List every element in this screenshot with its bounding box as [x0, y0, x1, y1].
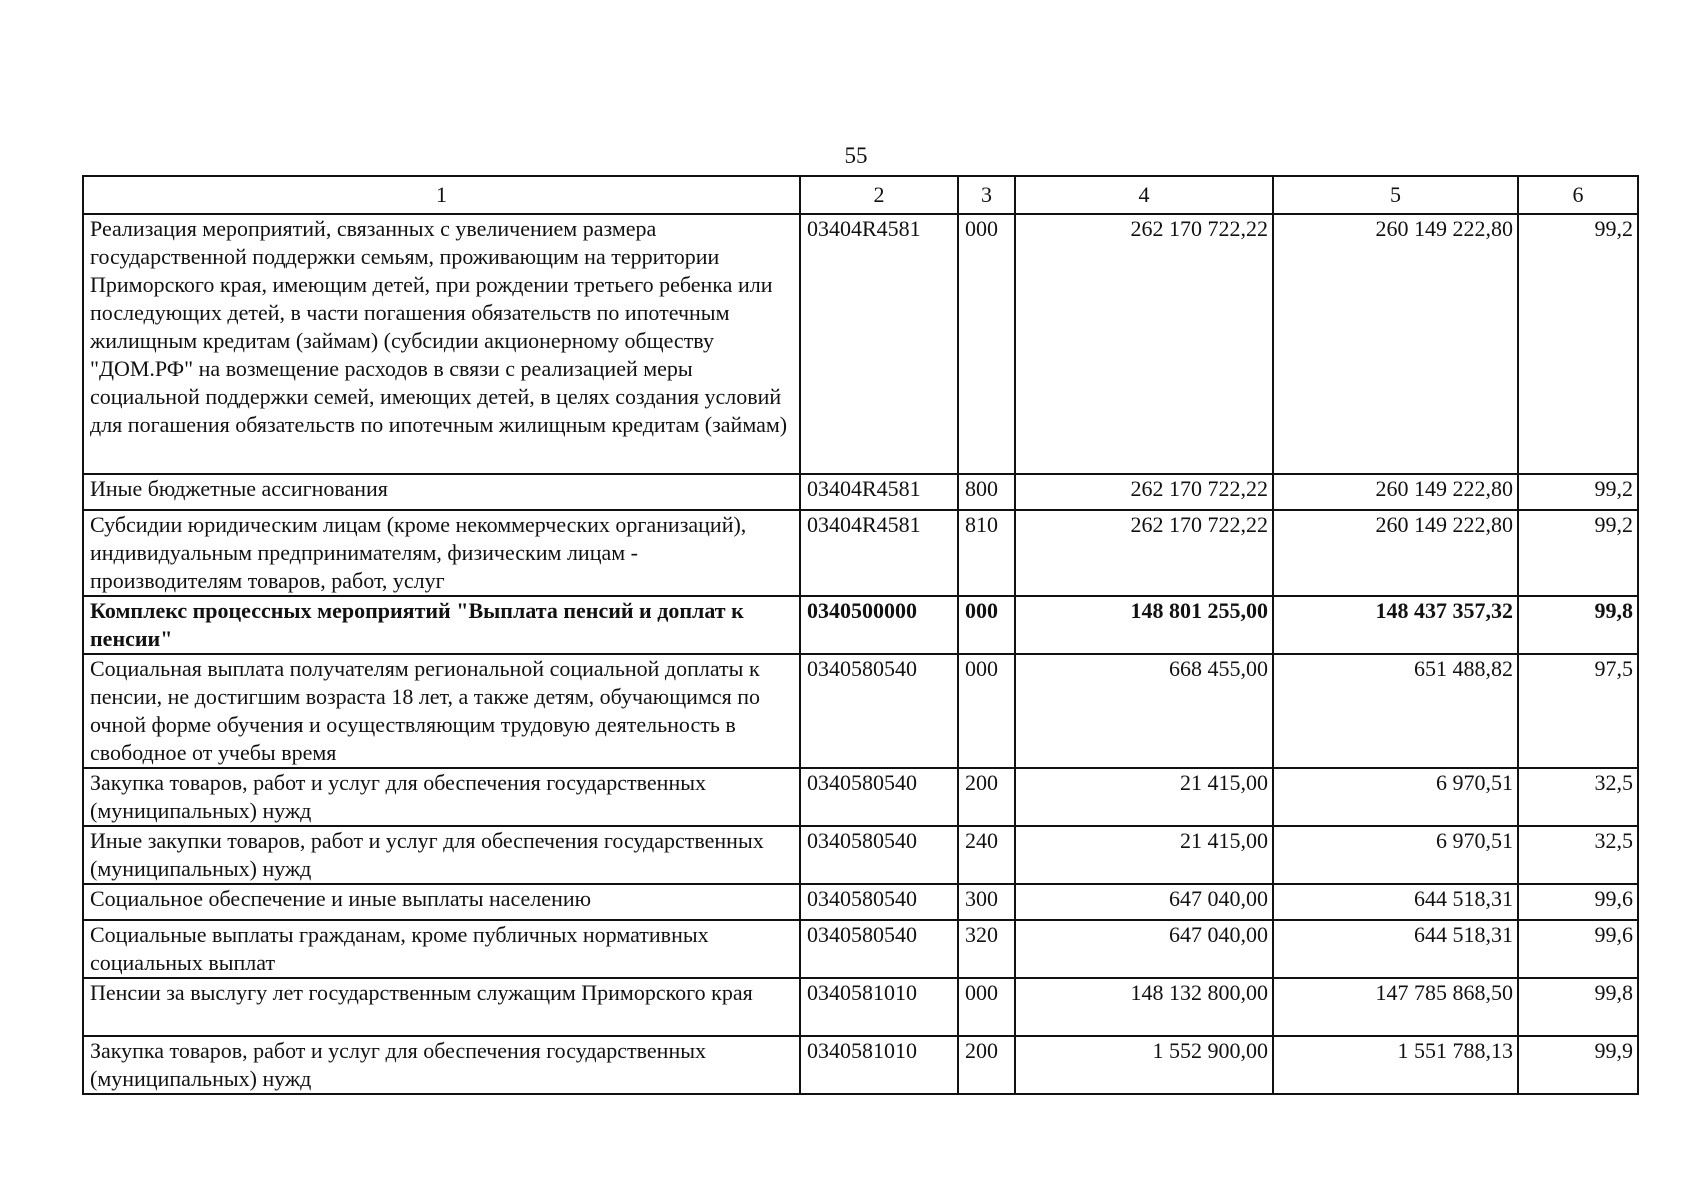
row-plan: 148 132 800,00 [1015, 978, 1273, 1036]
table-row [83, 768, 1638, 826]
row-name: Социальные выплаты гражданам, кроме публичных нормативных социальных выплат [83, 920, 800, 978]
row-type: 200 [958, 1036, 1015, 1094]
row-code: 0340500000 [800, 596, 958, 654]
row-name: Реализация мероприятий, связанных с увеличением размера государственной поддержки семьям, проживающим на территории Приморского края, имеющим детей, при рождении третьего ребенка или последующих детей, в части погашения обязательств по ипотечным жилищным кредитам (займам) (субсидии акционерному обществу "ДОМ.РФ" на возмещение расходов в связи с реализацией меры социальной поддержки семей, имеющих детей, в целях создания условий для погашения обязательств по ипотечным жилищным кредитам (займам) [83, 214, 800, 474]
table-row [83, 920, 1638, 978]
row-type: 000 [958, 214, 1015, 474]
row-type: 320 [958, 920, 1015, 978]
row-percent: 99,2 [1518, 214, 1638, 474]
row-percent: 99,8 [1518, 596, 1638, 654]
row-code: 0340580540 [800, 768, 958, 826]
table-row [83, 510, 1638, 596]
row-plan: 647 040,00 [1015, 920, 1273, 978]
row-fact: 147 785 868,50 [1273, 978, 1518, 1036]
header-col-3: 3 [958, 176, 1015, 214]
row-percent: 99,6 [1518, 884, 1638, 920]
page-number: 55 [844, 143, 868, 168]
header-col-1: 1 [83, 176, 800, 214]
row-type: 300 [958, 884, 1015, 920]
table-row [83, 978, 1638, 1036]
row-name: Пенсии за выслугу лет государственным служащим Приморского края [83, 978, 800, 1036]
row-code: 0340580540 [800, 920, 958, 978]
row-fact: 651 488,82 [1273, 654, 1518, 768]
row-type: 240 [958, 826, 1015, 884]
row-plan: 668 455,00 [1015, 654, 1273, 768]
header-row [83, 176, 1638, 214]
row-plan: 647 040,00 [1015, 884, 1273, 920]
table-row [83, 214, 1638, 474]
row-fact: 6 970,51 [1273, 768, 1518, 826]
row-code: 0340580540 [800, 884, 958, 920]
row-fact: 6 970,51 [1273, 826, 1518, 884]
row-name: Субсидии юридическим лицам (кроме некоммерческих организаций), индивидуальным предпринимателям, физическим лицам - производителям товаров, работ, услуг [83, 510, 800, 596]
row-type: 000 [958, 596, 1015, 654]
table-row [83, 596, 1638, 654]
row-type: 000 [958, 654, 1015, 768]
budget-execution-table [82, 175, 1639, 1095]
table-row [83, 884, 1638, 920]
row-percent: 99,2 [1518, 474, 1638, 510]
row-fact: 644 518,31 [1273, 884, 1518, 920]
row-fact: 260 149 222,80 [1273, 474, 1518, 510]
row-plan: 1 552 900,00 [1015, 1036, 1273, 1094]
row-percent: 32,5 [1518, 768, 1638, 826]
table-row [83, 474, 1638, 510]
row-code: 03404R4581 [800, 510, 958, 596]
row-code: 0340580540 [800, 826, 958, 884]
row-fact: 148 437 357,32 [1273, 596, 1518, 654]
row-name: Социальная выплата получателям региональной социальной доплаты к пенсии, не достигшим возраста 18 лет, а также детям, обучающимся по очной форме обучения и осуществляющим трудовую деятельность в свободное от учебы время [83, 654, 800, 768]
row-fact: 644 518,31 [1273, 920, 1518, 978]
row-name: Иные закупки товаров, работ и услуг для обеспечения государственных (муниципальных) нужд [83, 826, 800, 884]
row-percent: 99,8 [1518, 978, 1638, 1036]
row-fact: 260 149 222,80 [1273, 214, 1518, 474]
row-fact: 260 149 222,80 [1273, 510, 1518, 596]
row-percent: 99,9 [1518, 1036, 1638, 1094]
row-code: 03404R4581 [800, 214, 958, 474]
header-col-6: 6 [1518, 176, 1638, 214]
row-code: 0340580540 [800, 654, 958, 768]
row-code: 0340581010 [800, 978, 958, 1036]
row-code: 03404R4581 [800, 474, 958, 510]
header-col-5: 5 [1273, 176, 1518, 214]
row-plan: 21 415,00 [1015, 826, 1273, 884]
row-percent: 99,2 [1518, 510, 1638, 596]
row-percent: 99,6 [1518, 920, 1638, 978]
table-body [83, 214, 1638, 1094]
row-name: Закупка товаров, работ и услуг для обеспечения государственных (муниципальных) нужд [83, 1036, 800, 1094]
row-percent: 97,5 [1518, 654, 1638, 768]
row-type: 200 [958, 768, 1015, 826]
table-row [83, 1036, 1638, 1094]
row-plan: 262 170 722,22 [1015, 214, 1273, 474]
table-header [83, 176, 1638, 214]
table-row [83, 826, 1638, 884]
row-type: 000 [958, 978, 1015, 1036]
row-percent: 32,5 [1518, 826, 1638, 884]
row-plan: 148 801 255,00 [1015, 596, 1273, 654]
row-name: Закупка товаров, работ и услуг для обеспечения государственных (муниципальных) нужд [83, 768, 800, 826]
row-name: Комплекс процессных мероприятий "Выплата пенсий и доплат к пенсии" [83, 596, 800, 654]
header-col-2: 2 [800, 176, 958, 214]
row-plan: 262 170 722,22 [1015, 510, 1273, 596]
row-code: 0340581010 [800, 1036, 958, 1094]
header-col-4: 4 [1015, 176, 1273, 214]
row-type: 800 [958, 474, 1015, 510]
row-plan: 262 170 722,22 [1015, 474, 1273, 510]
row-fact: 1 551 788,13 [1273, 1036, 1518, 1094]
row-plan: 21 415,00 [1015, 768, 1273, 826]
row-type: 810 [958, 510, 1015, 596]
row-name: Иные бюджетные ассигнования [83, 474, 800, 510]
table-row [83, 654, 1638, 768]
row-name: Социальное обеспечение и иные выплаты населению [83, 884, 800, 920]
